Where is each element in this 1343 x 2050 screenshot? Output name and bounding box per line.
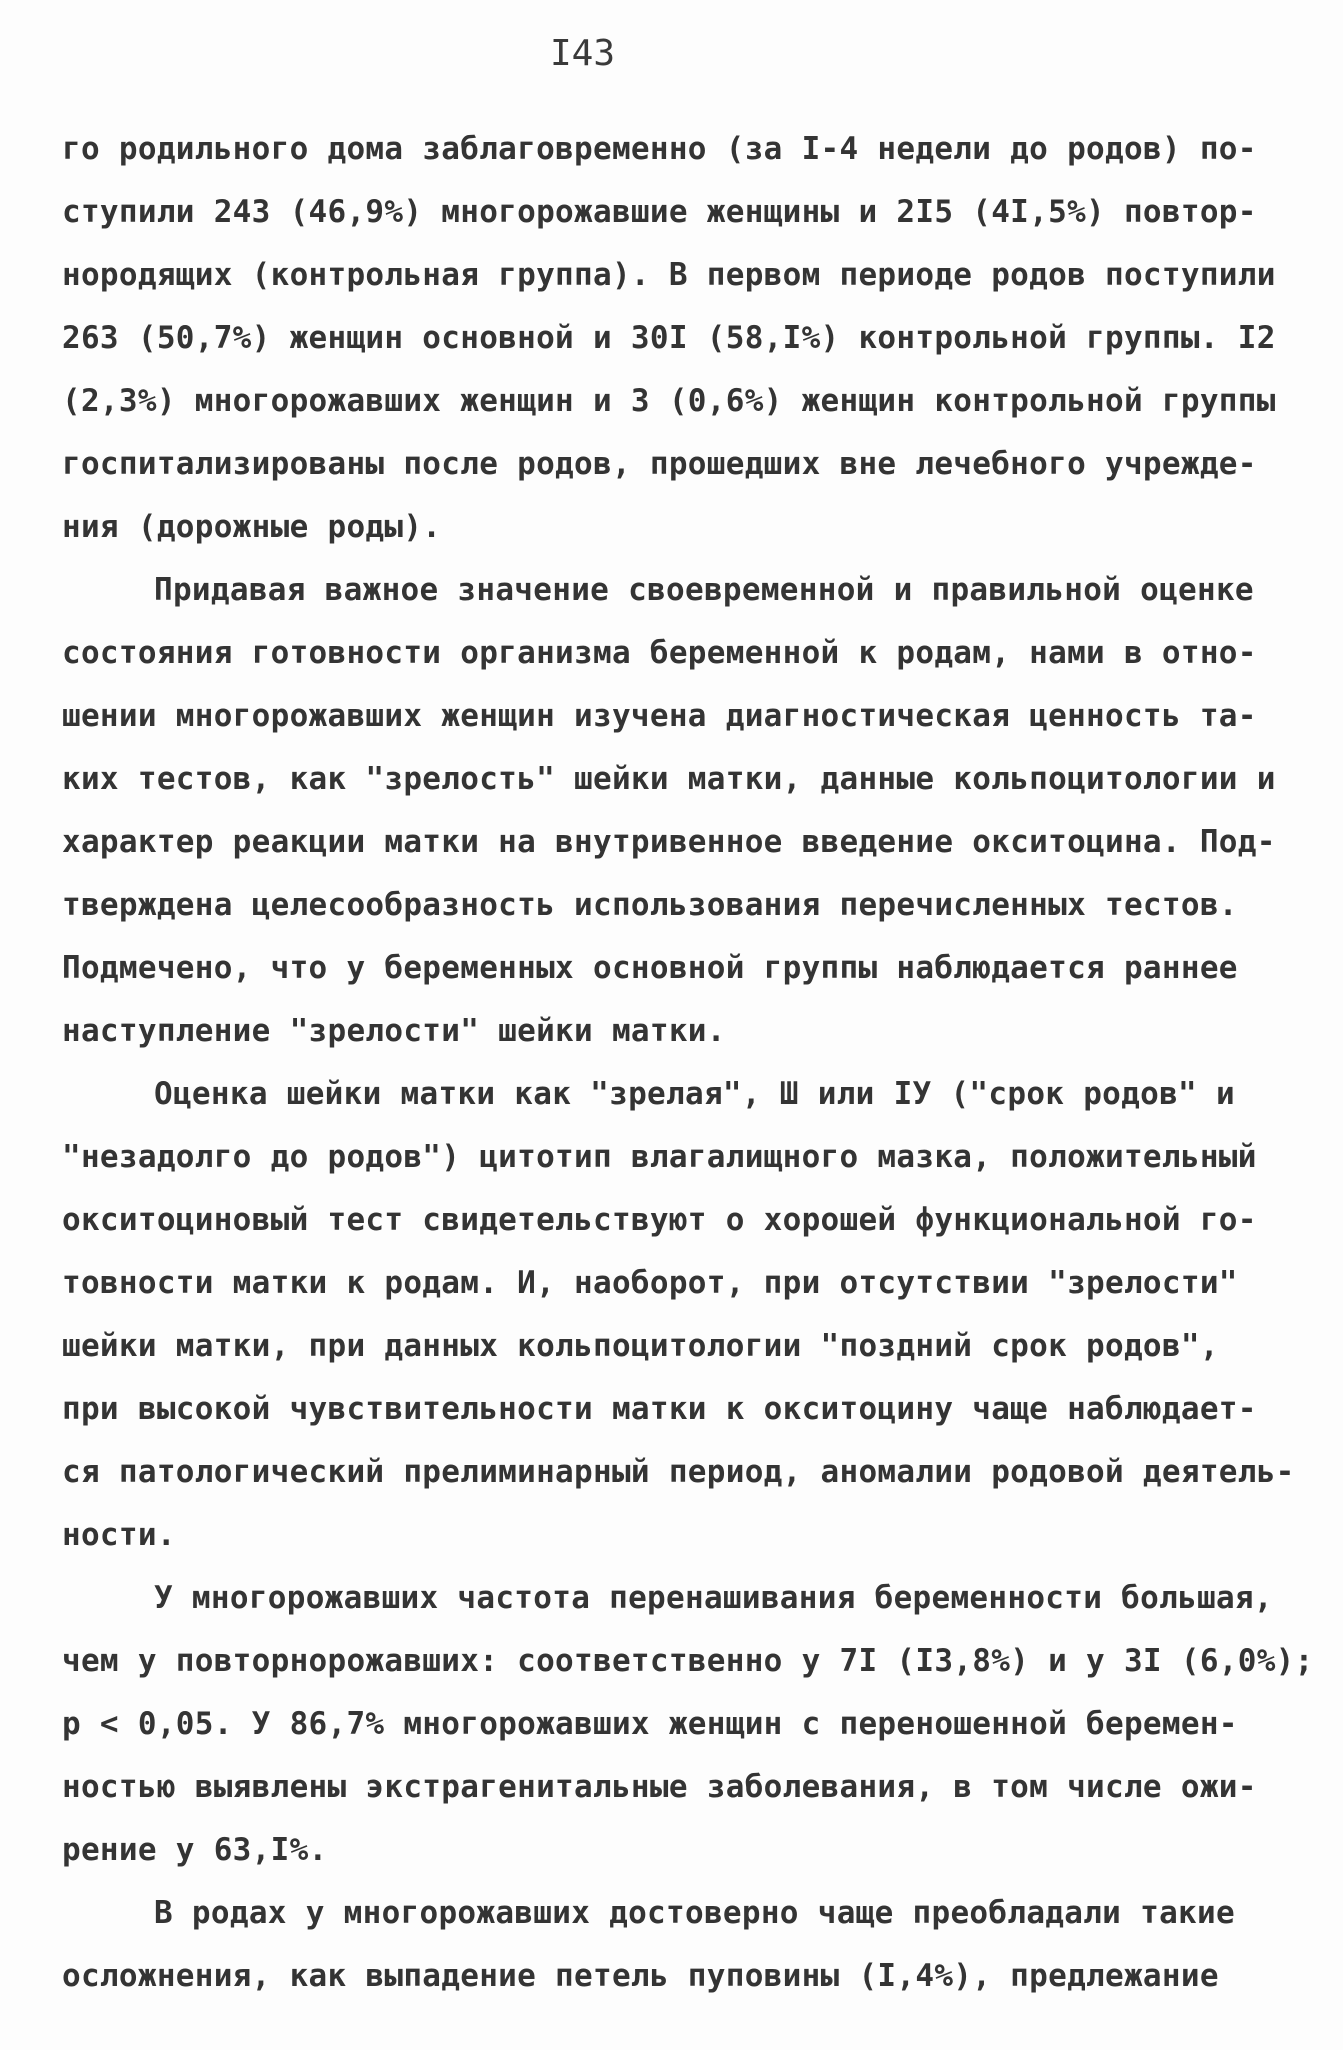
text-line: У многорожавших частота перенашивания беременности большая, [154,1580,1273,1616]
text-line: при высокой чувствительности матки к окситоцину чаще наблюдает- [62,1391,1257,1427]
text-line: ких тестов, как "зрелость" шейки матки, данные кольпоцитологии и [62,761,1276,797]
text-line: тверждена целесообразность использования перечисленных тестов. [62,887,1238,923]
text-line: осложнения, как выпадение петель пуповины (I,4%), предлежание [62,1958,1219,1994]
text-line: (2,3%) многорожавших женщин и 3 (0,6%) женщин контрольной группы [62,383,1276,419]
text-line: ступили 243 (46,9%) многорожавшие женщины и 2I5 (4I,5%) повтор- [62,194,1257,230]
text-line: госпитализированы после родов, прошедших вне лечебного учрежде- [62,446,1257,482]
text-line: Придавая важное значение своевременной и правильной оценке [154,572,1254,608]
paragraph-2 [62,559,1302,1063]
text-line: р < 0,05. У 86,7% многорожавших женщин с переношенной беремен- [62,1706,1238,1742]
text-line: ния (дорожные роды). [62,509,442,545]
text-line: товности матки к родам. И, наоборот, при отсутствии "зрелости" [62,1265,1238,1301]
paragraph-1 [62,118,1302,559]
text-line: В родах у многорожавших достоверно чаще преобладали такие [154,1895,1235,1931]
text-line: "незадолго до родов") цитотип влагалищного мазка, положительный [62,1139,1257,1175]
paragraph-3 [62,1063,1302,1567]
text-line: шении многорожавших женщин изучена диагностическая ценность та- [62,698,1257,734]
text-line: состояния готовности организма беременной к родам, нами в отно- [62,635,1257,671]
text-line: ностью выявлены экстрагенитальные заболевания, в том числе ожи- [62,1769,1257,1805]
paragraph-5 [62,1882,1302,2008]
body-text [62,118,1314,2008]
text-line: го родильного дома заблаговременно (за I-4 недели до родов) по- [62,131,1257,167]
paragraph-4 [62,1567,1314,1882]
text-line: 263 (50,7%) женщин основной и 30I (58,I%) контрольной группы. I2 [62,320,1276,356]
page-number: I43 [549,33,616,74]
text-line: окситоциновый тест свидетельствуют о хорошей функциональной го- [62,1202,1257,1238]
text-line: Оценка шейки матки как "зрелая", Ш или IУ ("срок родов" и [154,1076,1235,1112]
text-line: ности. [62,1517,176,1553]
text-line: шейки матки, при данных кольпоцитологии "поздний срок родов", [62,1328,1219,1364]
text-line: характер реакции матки на внутривенное введение окситоцина. Под- [62,824,1276,860]
text-line: ся патологический прелиминарный период, аномалии родовой деятель- [62,1454,1295,1490]
text-line: нородящих (контрольная группа). В первом периоде родов поступили [62,257,1276,293]
text-line: рение у 63,I%. [62,1832,328,1868]
text-line: наступление "зрелости" шейки матки. [62,1013,726,1049]
text-line: Подмечено, что у беременных основной группы наблюдается раннее [62,950,1238,986]
text-line: чем у повторнорожавших: соответственно у 7I (I3,8%) и у 3I (6,0%); [62,1643,1314,1679]
